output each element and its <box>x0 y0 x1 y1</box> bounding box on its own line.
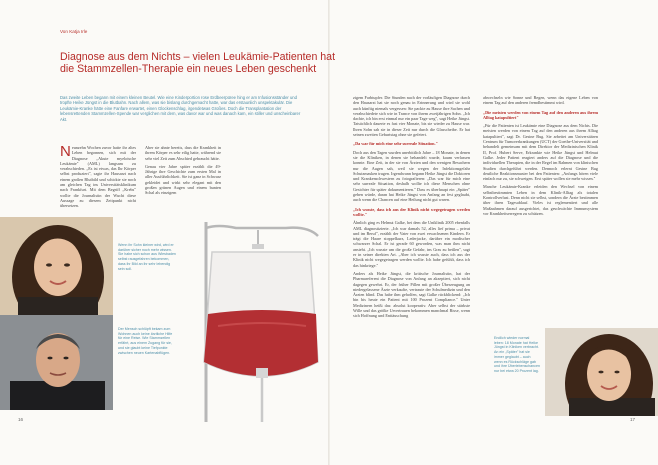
column-2-p2: Genau vier Jahre später erzählt die 49-Jährige ihre Geschichte zum ersten Mal in aller Ausführlichkeit. Sie ist ganz in Schwarz gekleidet und wirkt sehr elegant mit den großen grünen Augen und einem bunten Schal als einzigem <box>145 163 221 196</box>
subheading-quote-1: „Da war für mich eine sehr surreale Situation." <box>353 141 438 147</box>
column-1 <box>60 145 136 212</box>
drop-cap: N <box>60 143 71 160</box>
caption-right: Endlich wieder normal leben: 18 Monate hat Heike Jüngst in Kliniken verbracht. An ein „Später" hat sie immer geglaubt – auch wenn es Rückschläge gab und ihre Überlebenschancen nur bei etwa 20 Prozent lag. <box>494 336 540 373</box>
column-1-text: eunzehn Wochen zuvor hatte ihr altes Leben begonnen, sich mit der Diagnose „Akute myeloische Leukämie" (AML) langsam zu verabschieden. „Es ist etwas, das Ihr Körper selbst produziert", sagte ihr Hausarzt nach einem großen Blutbild und schickte sie noch am gleichen Tag ins Universitätsklinikum nach Frankfurt. Mit dem Begriff „Krebs" wollte die Journalistin der Wucht diese Aussage zu diesem Zeitpunkt nicht übersetzen. <box>60 145 136 209</box>
subheading-quote-2: „Ich wusste, dass ich aus der Klinik nicht wegegetragen werden wollte." <box>353 206 470 217</box>
portrait-woman-image <box>0 217 113 315</box>
caption-top-left: Wenn ihr Sohn kleiner wird, wird er darüber sicher noch mehr wissen. Sie habe sich schon aus Wiesbaden selbst rausgefahren bekommen, dass ihr Bild an ihr sehr lebendig sein soll. <box>118 243 176 271</box>
column-2 <box>145 145 221 199</box>
page-number-right: 17 <box>630 417 636 422</box>
page-number-left: 16 <box>18 417 24 422</box>
portrait-woman-right-image <box>545 328 658 416</box>
byline: Von Katja Irle <box>60 29 88 34</box>
caption-bottom-left: Der Mensch schlüpft bekam zum Wohnen auch keine ärztliche Hilfe für eine Reise. Wie Stammzellen erfährt, aus einem Zugang für sie, und sie glaubt keine Tiefpunkte zwischen neuen Kartenabflügen. <box>118 327 173 355</box>
column-3 <box>353 95 470 322</box>
headline: Diagnose aus dem Nichts – vielen Leukämie-Patienten hat die Stammzellen-Therapie ein neues Leben geschenkt <box>60 51 336 75</box>
column-2-p1: Aber sie ahnte bereits, dass die Krankheit in ihrem Körper es sehr eilig hatte, während sie sehr viel Zeit zum Abschied gebraucht hätte. <box>145 145 221 161</box>
column-4-p3: Manche Leukämie-Kranke erleiden den Wechsel von einem selbstbestimmten Leben in dem Klinik-Alltag als totalen Kontrollverlust. Denn nicht sie selbst, sondern die Ärzte bestimmen über ihren Tagesablauf. Vieles ist reglementiert und alle Maßnahmen darauf ausgerichtet, das geschwächte Immunsystem vor Krankheitserregern zu schützen. <box>483 184 598 216</box>
column-4-p1: abwechseln wie Sonne und Regen, wenn das eigene Leben von einem Tag auf den anderen fremdbestimmt wird. <box>483 95 598 106</box>
lead-paragraph: Das zweite Leben begann mit einem kleinen Beutel. Wie eine Kinderportion rose Erdbeerpüree hing er am Infusionsständer und tropfte Heike Jüngst in die Blutbahn. Nach allem, was sie bislang durchgemacht hatte, war das erstaunlich unspektakulär. Die Leukämie-Kranke hätte eine Fanfare erwartet, einen Glockenschlag, irgendetwas Großes. Doch die Transplantation der lebensrettenden Stammzellen-Spende war verglichen mit dem, was davor war und was danach kam, ein stiller und unscheinbarer Akt. <box>60 95 301 122</box>
column-3-p2: Doch aus den Tagen wurden unerbittlich Jahre – 18 Monate, in denen sie die Kliniken, in denen sie behandelt wurde, kaum verlassen konnte. Eine Zeit, in der sie von Ärzten und den wenigen Besuchern nur die Augen sah, weil sie wegen der Infektionsgefahr Schutzmasken trugen. Irgendwann begann Heike Jüngst die Doktoren und Krankenschwestern zu fotografieren: „Das war für mich eine sehr surreale Situation, deshalb wollte ich diese Menschen ohne Gesichter für später dokumentieren." Dass es überhaupt ein „Später" geben würde, daran hat Heike Jüngst von Anfang an fest geglaubt, auch wenn die Chancen auf eine Heilung nicht gut waren. <box>353 149 470 203</box>
column-4 <box>483 95 598 219</box>
column-3-p1: zigem Farbtupfer. Die Stunden nach der vorläufigen Diagnose durch den Hausarzt hat sie noch genau in Erinnerung und wird sie wohl auch künftig niemals vergessen: Sie packte zu Hause ihre Sachen und verabschiedete sich wie in Trance von ihrem zweijährigen Sohn. „Ich dachte, ich bin erst einmal nur ein paar Tage weg", sagt Heike Jüngst. Tatsächlich dauerte es fast vier Monate, bis sie wieder zu Hause war. Ihren Sohn sah sie in dieser Zeit nur durch die Glasscheibe. Er hat seinen zweiten Geburtstag ohne sie gefeiert. <box>353 95 470 138</box>
infusion-bag-image <box>178 222 340 422</box>
portrait-man-image <box>0 315 113 410</box>
column-4-p2: „Für die Patienten ist Leukämie eine Diagnose aus dem Nichts. Die meisten werden von einem Tag auf den anderen aus ihrem Alltag katapultiert", sagt Dr. Gesine Bug. Sie arbeitet am Universitären Centrum für Tumorerkrankungen (UCT) der Goethe-Universität und behandelt gemeinsam mit dem Direktor der Medizinischen Klinik II, Prof. Hubert Serve, Erkrankte wie Heike Jüngst und Helmut Galke. Jeder Patient reagiert anders auf die Diagnose und die individuellen Therapien, die in der Regel im Rahmen von klinischen Studien durchgeführt werden. Dennoch erlernt Gesine Bug deutliche Reaktionsmuster bei den Patienten: „Anfangs hören viele einfach nur zu, sie schweigen. Erst später wollen sie mehr wissen." <box>483 123 598 182</box>
column-3-p4: Anders als Heike Jüngst, die kritische Journalistin, hat der Pharmareferent die Diagnose von Anfang an akzeptiert, sich nicht dagegen gewehrt. Er, der früher Pillen mit großer Überzeugung an niedergelassene Ärzte verkaufte, vertraute der Schulmedizin und den Ärzten blind. Das habe ihm geholfen, sagt Galke rückblickend: „Ich bin bis heute ein Patient mit 100 Prozent Compliance." Unter Medizinern heißt das: absolut kooperativ. Aber selbst der stärkste Wille und das größte Urvertrauen bekommen manchmal Risse, wenn sich Hoffnung und Enttäuschung <box>353 270 470 319</box>
column-3-p3: Ähnlich ging es Helmut Galke, bei dem die Uniklinik 2005 ebenfalls AML diagnostizierte. „Ich war damals 52, alles lief prima – privat und im Beruf", erzählt der Vater von zwei erwachsenen Kindern. Er trägt die Haare stoppelkurz, Lederjacke, darüber ein modischer schwarzer Schal. Er ist gerade 60 geworden, was man ihm nicht ansieht. „Ich wusste um die große Gefahr, ins Gras zu beißen", sagt er in seiner direkten Art. „Aber ich wusste auch, dass ich aus der Klinik nicht wegegetragen werden wollte. Ich habe gefühlt, dass ich das hinkriege." <box>353 220 470 268</box>
column-1-paragraph <box>60 145 136 209</box>
subheading-quote-3: „Die meisten werden von einem Tag auf den anderen aus ihrem Alltag katapultiert" <box>483 109 598 120</box>
